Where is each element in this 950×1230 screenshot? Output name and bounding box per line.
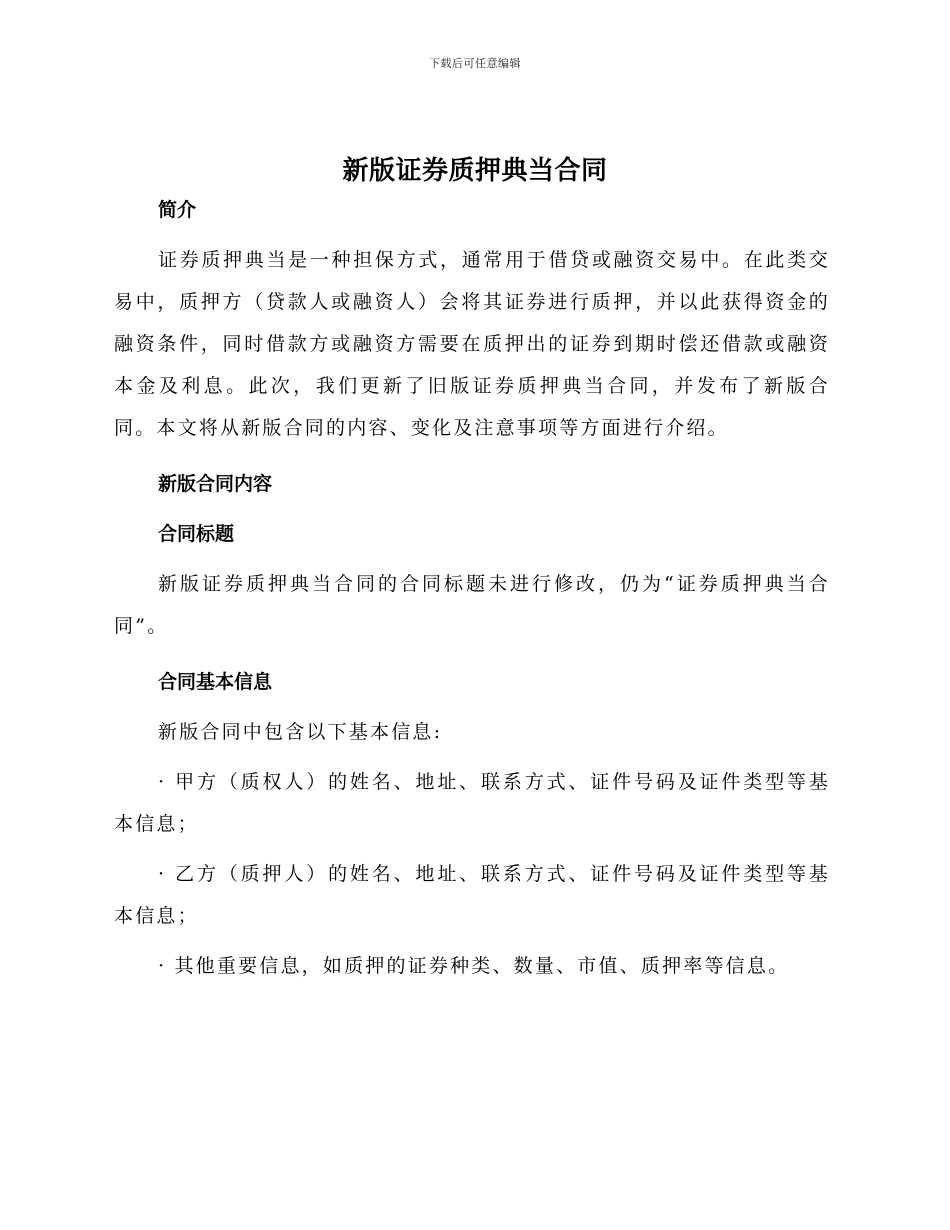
- list-item-party-b: · 乙方（质押人）的姓名、地址、联系方式、证件号码及证件类型等基本信息；: [114, 863, 830, 927]
- paragraph-contract-title: 新版证券质押典当合同的合同标题未进行修改，仍为“证券质押典当合同”。: [114, 573, 830, 637]
- document-title: 新版证券质押典当合同: [342, 156, 608, 186]
- document-body: [114, 195, 830, 987]
- list-item-other-info: · 其他重要信息，如质押的证券种类、数量、市值、质押率等信息。: [158, 955, 790, 977]
- header-note: 下载后可任意编辑: [429, 57, 521, 70]
- heading-contract-content: 新版合同内容: [158, 473, 273, 495]
- paragraph-intro: 证券质押典当是一种担保方式，通常用于借贷或融资交易中。在此类交易中，质押方（贷款人或融资人）会将其证券进行质押，并以此获得资金的融资条件，同时借款方或融资方需要在质押出的证券到期时偿还借款或融资本金及利息。此次，我们更新了旧版证券质押典当合同，并发布了新版合同。本文将从新版合同的内容、变化及注意事项等方面进行介绍。: [114, 249, 830, 439]
- heading-basic-info: 合同基本信息: [158, 671, 273, 693]
- heading-intro: 简介: [158, 199, 197, 221]
- list-item-party-a: · 甲方（质权人）的姓名、地址、联系方式、证件号码及证件类型等基本信息；: [114, 771, 830, 835]
- paragraph-basic-info: 新版合同中包含以下基本信息:: [158, 721, 443, 743]
- heading-contract-title: 合同标题: [158, 523, 235, 545]
